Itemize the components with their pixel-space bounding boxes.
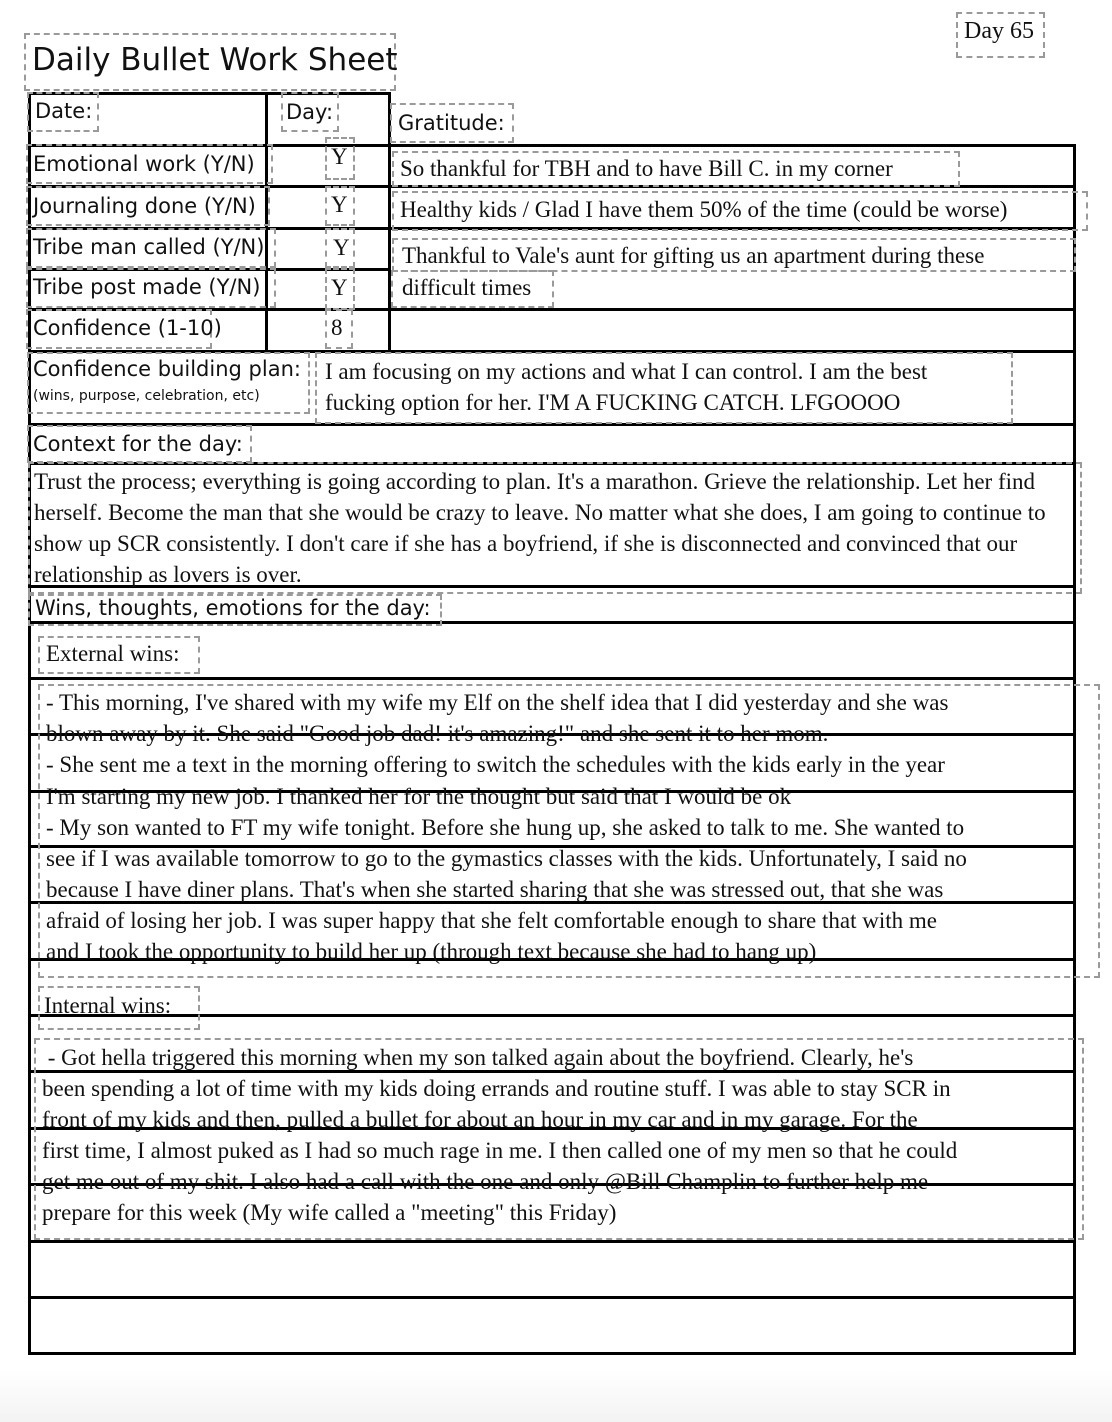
gratitude-entry-3[interactable]: Thankful to Vale's aunt for gifting us an apartment during these xyxy=(402,243,985,268)
confidence-plan-sublabel: (wins, purpose, celebration, etc) xyxy=(33,388,260,404)
checklist-value-confidence[interactable]: 8 xyxy=(331,315,343,340)
confidence-plan-line-1[interactable]: I am focusing on my actions and what I can control. I am the best xyxy=(325,359,928,384)
confidence-plan-label: Confidence building plan: xyxy=(33,357,301,381)
gratitude-label: Gratitude: xyxy=(398,111,505,135)
gratitude-entry-2[interactable]: Healthy kids / Glad I have them 50% of the time (could be worse) xyxy=(400,197,1008,222)
external-win-line[interactable]: and I took the opportunity to build her up (through text because she had to hang up) xyxy=(46,939,817,964)
empty-row[interactable] xyxy=(31,1299,1073,1352)
checklist-label-tribe-post-made: Tribe post made (Y/N) xyxy=(33,275,261,299)
day-field[interactable] xyxy=(340,100,380,128)
checklist-label-emotional-work: Emotional work (Y/N) xyxy=(33,152,255,176)
page-title: Daily Bullet Work Sheet xyxy=(32,42,398,78)
external-wins-label: External wins: xyxy=(46,641,180,666)
day-label: Day: xyxy=(286,100,334,124)
wins-label: Wins, thoughts, emotions for the day: xyxy=(35,596,431,620)
external-win-line[interactable]: because I have diner plans. That's when she started sharing that she was stressed out, that she was xyxy=(46,877,944,902)
external-win-line[interactable]: - This morning, I've shared with my wife my Elf on the shelf idea that I did yesterday and she was xyxy=(46,690,949,715)
internal-win-line[interactable]: prepare for this week (My wife called a "meeting" this Friday) xyxy=(42,1200,617,1225)
external-win-line[interactable]: - My son wanted to FT my wife tonight. Before she hung up, she asked to talk to me. She wanted to xyxy=(46,815,965,840)
checklist-value-emotional-work[interactable]: Y xyxy=(331,144,348,169)
internal-win-line[interactable]: first time, I almost puked as I had so much rage in me. I then called one of my men so that he could xyxy=(42,1138,958,1163)
context-text[interactable]: Trust the process; everything is going according to plan. It's a marathon. Grieve the relationship. Let her find herself. Become the man that she would be crazy to leave. No matter what she does, I am going to continue to show up SCR consistently. I don't care if she has a boyfriend, if she is disconnected and convinced that our relationship as lovers is over. xyxy=(34,469,1046,587)
external-win-line[interactable]: - She sent me a text in the morning offering to switch the schedules with the kids early in the year xyxy=(46,752,945,777)
confidence-plan-line-2[interactable]: fucking option for her. I'M A FUCKING CATCH. LFGOOOO xyxy=(325,390,901,415)
gratitude-entry-4[interactable]: difficult times xyxy=(402,275,532,300)
external-win-line[interactable]: see if I was available tomorrow to go to the gymastics classes with the kids. Unfortunately, I said no xyxy=(46,846,967,871)
day-badge: Day 65 xyxy=(964,18,1034,44)
checklist-value-tribe-post-made[interactable]: Y xyxy=(331,275,348,300)
checklist-value-tribe-man-called[interactable]: Y xyxy=(333,235,350,260)
date-field[interactable] xyxy=(105,99,255,127)
grid-line xyxy=(28,677,1076,680)
checklist-value-journaling-done[interactable]: Y xyxy=(331,192,348,217)
internal-win-line[interactable]: front of my kids and then, pulled a bullet for about an hour in my car and in my garage. For the xyxy=(42,1107,918,1132)
external-win-line[interactable]: I'm starting my new job. I thanked her for the thought but said that I would be ok xyxy=(46,784,792,809)
internal-wins-label: Internal wins: xyxy=(44,993,172,1018)
checklist-label-tribe-man-called: Tribe man called (Y/N) xyxy=(33,235,265,259)
internal-win-line[interactable]: get me out of my shit. I also had a call with the one and only @Bill Champlin to further help me xyxy=(42,1169,929,1194)
empty-row[interactable] xyxy=(31,1243,1073,1296)
checklist-label-journaling-done: Journaling done (Y/N) xyxy=(33,194,256,218)
gratitude-entry-1[interactable]: So thankful for TBH and to have Bill C. in my corner xyxy=(400,156,893,181)
external-win-line[interactable]: afraid of losing her job. I was super happy that she felt comfortable enough to share that with me xyxy=(46,908,937,933)
grid-line xyxy=(28,1352,1076,1355)
context-label: Context for the day: xyxy=(33,432,243,456)
internal-win-line[interactable]: been spending a lot of time with my kids doing errands and routine stuff. I was able to stay SCR in xyxy=(42,1076,951,1101)
date-label: Date: xyxy=(35,99,93,123)
internal-win-line[interactable]: - Got hella triggered this morning when my son talked again about the boyfriend. Clearly, he's xyxy=(42,1045,914,1070)
checklist-label-confidence: Confidence (1-10) xyxy=(33,316,222,340)
external-win-line[interactable]: blown away by it. She said "Good job dad! it's amazing!" and she sent it to her mom. xyxy=(46,721,829,746)
